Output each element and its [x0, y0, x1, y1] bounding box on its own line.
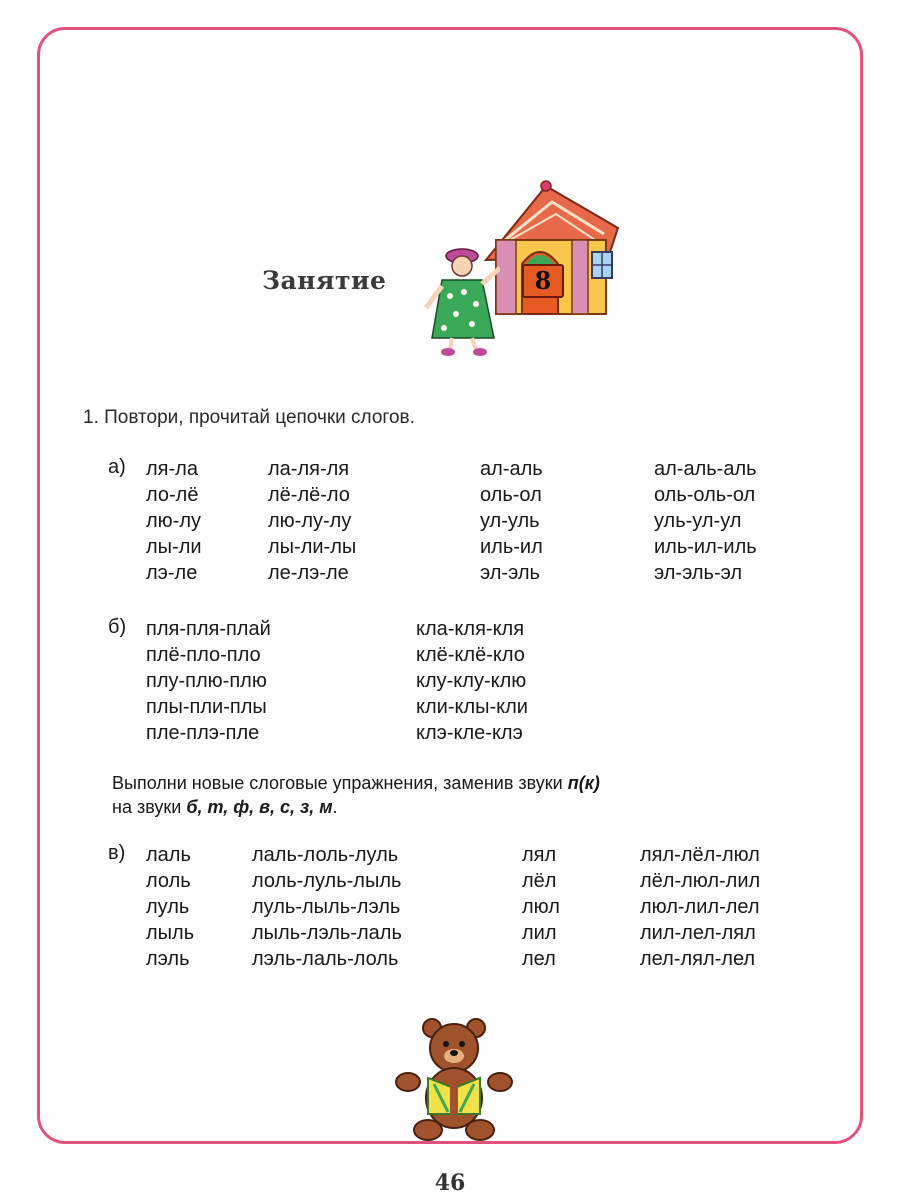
list-item: лё-лё-ло — [268, 484, 350, 506]
list-item: ле-лэ-ле — [268, 562, 349, 584]
list-item: пле-плэ-пле — [146, 722, 260, 744]
list-item: лоль-луль-лыль — [252, 870, 402, 892]
list-item: ля-ла — [146, 458, 198, 480]
list-item: лоль — [146, 870, 191, 892]
list-item: оль-оль-ол — [654, 484, 756, 506]
list-item: лял — [522, 844, 557, 866]
instruction-line-2-text: на звуки — [112, 797, 187, 817]
list-item: лёл — [522, 870, 557, 892]
list-item: ло-лё — [146, 484, 199, 506]
section-b-marker: б) — [108, 616, 127, 638]
list-item: лэ-ле — [146, 562, 198, 584]
instruction-sounds-to: б, т, ф, в, с, з, м — [186, 797, 333, 817]
list-item: плу-плю-плю — [146, 670, 267, 692]
house-illustration — [482, 180, 622, 320]
list-item: лэль — [146, 948, 190, 970]
list-item: пля-пля-плай — [146, 618, 271, 640]
list-item: кла-кля-кля — [416, 618, 525, 640]
girl-illustration — [420, 246, 500, 358]
lesson-title: Занятие — [262, 266, 387, 295]
list-item: иль-ил-иль — [654, 536, 757, 558]
list-item: лыль — [146, 922, 195, 944]
list-item: лел — [522, 948, 556, 970]
list-item: лил-лел-лял — [640, 922, 756, 944]
list-item: эл-эль — [480, 562, 540, 584]
instruction-line-1 — [112, 771, 600, 795]
list-item: клё-клё-кло — [416, 644, 525, 666]
list-item: оль-ол — [480, 484, 542, 506]
lesson-number-badge — [522, 264, 564, 298]
list-item: люл — [522, 896, 560, 918]
section-c-marker: в) — [108, 842, 126, 864]
instruction-sounds-from: п(к) — [567, 773, 600, 793]
list-item: ал-аль — [480, 458, 543, 480]
list-item: клу-клу-клю — [416, 670, 527, 692]
list-item: лёл-люл-лил — [640, 870, 761, 892]
instruction-line-1-text: Выполни новые слоговые упражнения, заменив звуки — [112, 773, 568, 793]
list-item: лы-ли-лы — [268, 536, 357, 558]
list-item: лы-ли — [146, 536, 202, 558]
task-heading: 1. Повтори, прочитай цепочки слогов. — [83, 407, 415, 428]
list-item: ул-уль — [480, 510, 540, 532]
list-item: эл-эль-эл — [654, 562, 743, 584]
list-item: ла-ля-ля — [268, 458, 350, 480]
list-item: клэ-кле-клэ — [416, 722, 523, 744]
list-item: лаль-лоль-луль — [252, 844, 399, 866]
instruction-period: . — [332, 797, 338, 817]
list-item: лю-лу — [146, 510, 201, 532]
section-a-marker: а) — [108, 456, 126, 478]
list-item: лаль — [146, 844, 191, 866]
instruction-text — [112, 771, 600, 819]
lesson-number: 8 — [534, 266, 552, 295]
list-item: уль-ул-ул — [654, 510, 742, 532]
teddy-bear-illustration — [394, 1018, 514, 1142]
list-item: луль-лыль-лэль — [252, 896, 401, 918]
list-item: ал-аль-аль — [654, 458, 757, 480]
list-item: кли-клы-кли — [416, 696, 528, 718]
list-item: лыль-лэль-лаль — [252, 922, 402, 944]
list-item: плы-пли-плы — [146, 696, 267, 718]
page-number: 46 — [434, 1170, 466, 1196]
list-item: лил — [522, 922, 557, 944]
list-item: люл-лил-лел — [640, 896, 760, 918]
list-item: лял-лёл-люл — [640, 844, 760, 866]
list-item: лел-лял-лел — [640, 948, 756, 970]
list-item: лэль-лаль-лоль — [252, 948, 399, 970]
list-item: луль — [146, 896, 190, 918]
list-item: лю-лу-лу — [268, 510, 352, 532]
instruction-line-2 — [112, 795, 600, 819]
list-item: иль-ил — [480, 536, 543, 558]
list-item: плё-пло-пло — [146, 644, 261, 666]
